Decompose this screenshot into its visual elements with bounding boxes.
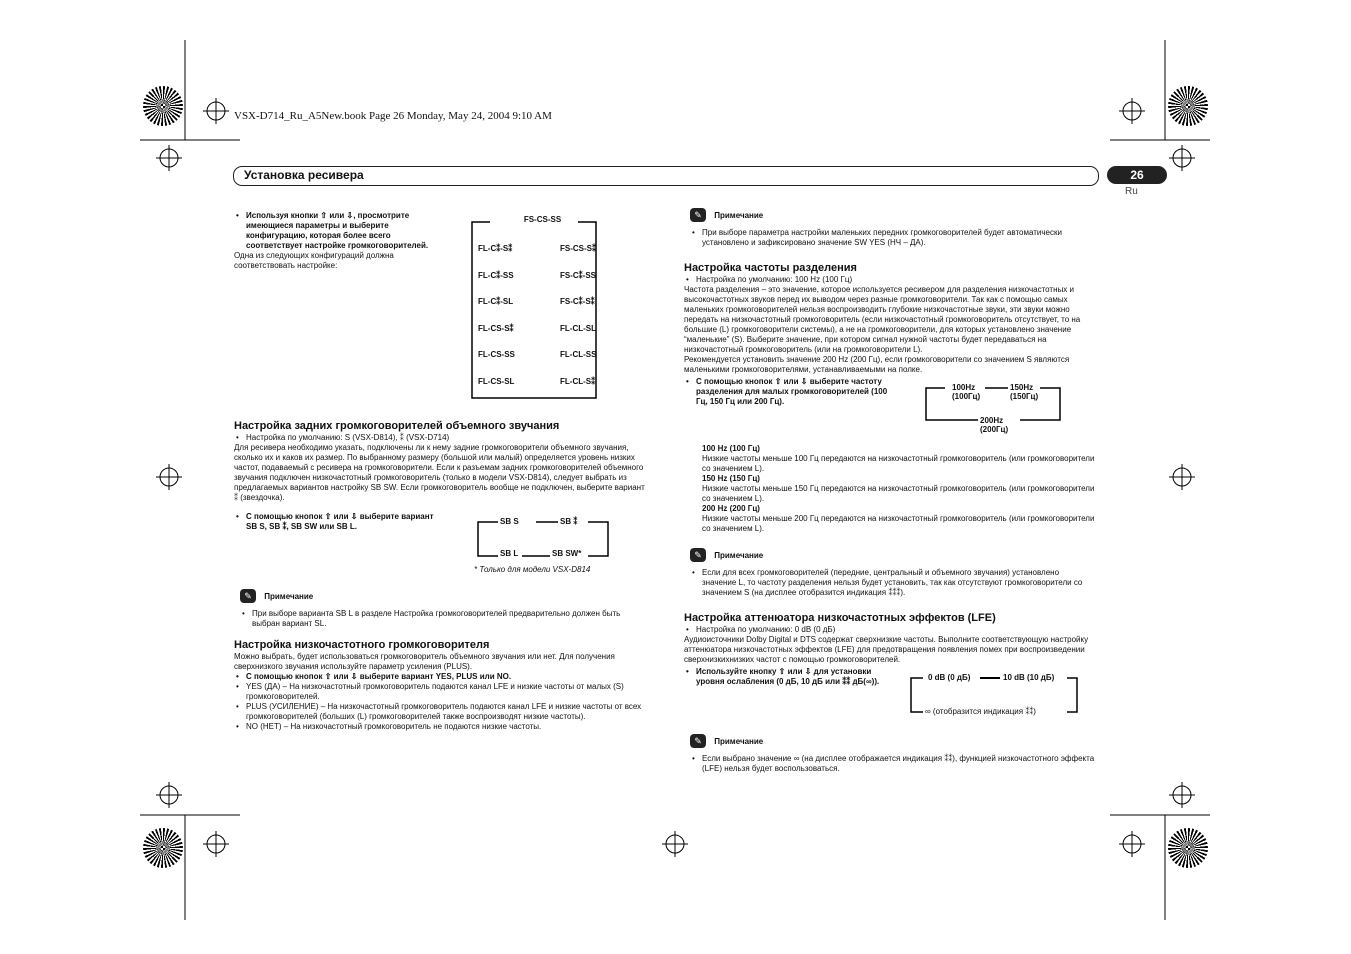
crossover-label: (200Гц): [980, 425, 1009, 434]
crossover-bullet: • С помощью кнопок ⇧ или ⇩ выберите частоту разделения для малых громкоговорителей (100 Гц, 150 Гц или 200 Гц).: [684, 377, 889, 407]
note1-text: • При выборе варианта SB L в разделе Настройка громкоговорителей предварительно должен быть выбран вариант SL.: [240, 609, 640, 629]
note2: [690, 208, 1095, 248]
sb-option: SB SW*: [552, 549, 582, 558]
config-left-item: FL-C⁑-S⁑: [478, 244, 513, 253]
note2-text: • При выборе параметра настройки маленьких передних громкоговорителей будет автоматически установлено и зафиксировано значение SW YES (НЧ – ДА).: [690, 228, 1095, 248]
intro-bullet: • Используя кнопки ⇧ или ⇩, просмотрите имеющиеся параметры и выберите конфигурацию, которая более всего соответствует настройке громкоговорителей.: [234, 211, 439, 251]
config-right-column: [560, 236, 612, 396]
config-left-column: [478, 236, 530, 396]
note-label: Примечание: [714, 736, 764, 746]
subwoofer-text: Можно выбрать, будет использоваться громкоговоритель объемного звучания или нет. Для получения сверхнизкого звучания используйте параметр усиления (PLUS).: [234, 652, 615, 671]
language-tag: Ru: [1125, 186, 1138, 197]
crossover-option-text: Низкие частоты меньше 150 Гц передаются на низкочастотный громкоговоритель (или громкоговорители со значением L).: [702, 484, 1095, 503]
section-title: Установка ресивера: [244, 168, 364, 182]
page-number: 26: [1107, 166, 1167, 184]
config-right-item: FS-C⁑-S⁑: [560, 297, 595, 307]
lfe-instruction: [684, 667, 889, 687]
config-right-item: FL-CL-SS: [560, 350, 597, 360]
config-right-item: FS-C⁑-SS: [560, 270, 596, 280]
crossover-option-text: Низкие частоты меньше 100 Гц передаются на низкочастотный громкоговоритель (или громкоговорители со значением L).: [702, 454, 1095, 473]
book-meta: VSX-D714_Ru_A5New.book Page 26 Monday, May 24, 2004 9:10 AM: [234, 110, 552, 122]
crossover-instruction: [684, 377, 889, 407]
config-top: FS-CS-SS: [523, 215, 562, 224]
crossover-option-title: 200 Hz (200 Гц): [702, 504, 760, 513]
crossover-label: 200Hz: [980, 416, 1004, 425]
note3: [690, 548, 1095, 598]
lfe-bullet: • Используйте кнопку ⇧ или ⇩ для установки уровня ослабления (0 дБ, 10 дБ или ⁑⁑ дБ(∞)).: [684, 667, 889, 687]
crossover-option-title: 100 Hz (100 Гц): [702, 444, 760, 453]
crossover-label: 100Hz: [952, 383, 976, 392]
surround-back-heading: Настройка задних громкоговорителей объемного звучания: [234, 420, 560, 432]
crossover-default: • Настройка по умолчанию: 100 Hz (100 Гц): [684, 275, 1096, 285]
crossover-recommend: Рекомендуется установить значение 200 Hz (200 Гц), если громкоговорители со значением S являются маленькими громкоговорителями, устанавливаемыми на полке.: [684, 355, 1070, 374]
crossover-text: Частота разделения – это значение, которое используется ресивером для разделения низкочастотных и высокочастотных звуков перед их выводом через разные громкоговорители. Так как с помощью самых маленьких громкоговорителей нельзя воспроизводить глубокие низкочастотные звуки, эти звуки можно передать на низкочастотный громкоговоритель (если низкочастотный громкоговоритель отсутствует, то на большие (L) громкоговорители системы), а не на громкоговорители, для которых установлено значение “маленькие” (S). Выберите значение, при котором сигнал нужной частоты будет передаваться на низкочастотный громкоговоритель (или на громкоговорители L).: [684, 285, 1081, 354]
config-left-item: FL-CS-SL: [478, 376, 515, 386]
lfe-text: Аудиоисточники Dolby Digital и DTS содержат сверхнизкие частоты. Выполните соответствующую настройку аттенюатора низкочастотных эффектов (LFE) для предотвращения появления помех при воспроизведении сверхнизкихнизких частот с помощью громкоговорителей.: [684, 635, 1089, 664]
subwoofer-section: [234, 638, 649, 732]
note4-text: • Если выбрано значение ∞ (на дисплее отображается индикация ⁑⁑), функцией низкочастотного эффекта (LFE) нельзя будет воспользоваться.: [690, 754, 1095, 774]
lfe-section: [684, 611, 1096, 665]
subwoofer-item: • PLUS (УСИЛЕНИЕ) – На низкочастотный громкоговоритель подаются канал LFE и низкие частоты от всех громкоговорителей (больших (L) громкоговорителей также воспроизводят низкие частоты).: [234, 702, 649, 722]
config-right-item: FS-CS-S⁑: [560, 244, 596, 253]
config-left-item: FL-CS-SS: [478, 350, 515, 360]
sb-option: SB ⁑: [560, 517, 578, 526]
note-pencil-icon: ✎: [240, 589, 256, 603]
lfe-heading: Настройка аттенюатора низкочастотных эффектов (LFE): [684, 612, 996, 624]
subwoofer-item: • YES (ДА) – На низкочастотный громкоговоритель подаются канал LFE и низкие частоты от малых (S) громкоговорителей.: [234, 682, 649, 702]
config-right-item: FL-CL-SL: [560, 323, 596, 333]
intro-block: [234, 211, 439, 271]
lfe-option: 0 dB (0 дБ): [928, 673, 971, 682]
note-label: Примечание: [264, 591, 314, 601]
crossover-option-150: [1010, 383, 1038, 401]
config-left-item: FL-C⁑-SL: [478, 297, 514, 307]
note-pencil-icon: ✎: [690, 548, 706, 562]
crossover-option-text: Низкие частоты меньше 200 Гц передаются на низкочастотный громкоговоритель (или громкоговорители со значением L).: [702, 514, 1095, 533]
lfe-option: 10 dB (10 дБ): [1003, 673, 1055, 682]
note-pencil-icon: ✎: [690, 734, 706, 748]
intro-text: Одна из следующих конфигураций должна соответствовать настройке:: [234, 251, 394, 270]
surround-back-section: [234, 419, 649, 503]
section-title-bar: [233, 166, 1099, 186]
note4: [690, 734, 1095, 774]
note-label: Примечание: [714, 210, 764, 220]
crossover-option-200: [980, 416, 1008, 434]
sb-diagram-frame: [470, 512, 615, 564]
crossover-heading: Настройка частоты разделения: [684, 262, 857, 274]
crossover-label: 150Hz: [1010, 383, 1034, 392]
surround-back-text: Для ресивера необходимо указать, подключены ли к нему задние громкоговорители объемного звучания, сколько их и каков их размер. По выбранному размеру (большой или малый) определяется уровень низких частот, подаваемый с ресивера на громкоговорители. Если к разъемам задних громкоговорителей объемного звучания подключен низкочастотный громкоговоритель (только в модели VSX-D814), следует выбрать из предлагаемых вариантов настройку SB SW. Если громкоговоритель вообще не подключен, выберите вариант ⁑ (звездочка).: [234, 443, 645, 502]
surround-back-default: • Настройка по умолчанию: S (VSX-D814), ⁑ (VSX-D714): [234, 433, 649, 443]
crossover-label: (100Гц): [952, 392, 981, 401]
sb-option: SB L: [500, 549, 519, 558]
crossover-label: (150Гц): [1010, 392, 1039, 401]
subwoofer-item: • NO (НЕТ) – На низкочастотный громкоговоритель не подаются низкие частоты.: [234, 722, 649, 732]
note-label: Примечание: [714, 550, 764, 560]
subwoofer-bullet: • С помощью кнопок ⇧ или ⇩ выберите вариант YES, PLUS или NO.: [234, 672, 649, 682]
crossover-option-title: 150 Hz (150 Гц): [702, 474, 760, 483]
crossover-options: [702, 444, 1097, 534]
sb-footnote: * Только для модели VSX-D814: [474, 565, 591, 574]
note-pencil-icon: ✎: [690, 208, 706, 222]
surround-back-instruction: [234, 512, 434, 532]
sb-option: SB S: [500, 517, 519, 526]
config-left-item: FL-CS-S⁑: [478, 323, 514, 333]
lfe-default: • Настройка по умолчанию: 0 dB (0 дБ): [684, 625, 1096, 635]
surround-back-bullet: • С помощью кнопок ⇧ или ⇩ выберите вариант SB S, SB ⁑, SB SW или SB L.: [234, 512, 434, 532]
lfe-option: ∞ (отобразится индикация ⁑⁑): [925, 707, 1036, 716]
subwoofer-heading: Настройка низкочастотного громкоговорителя: [234, 639, 490, 651]
crossover-section: [684, 261, 1096, 375]
note3-text: • Если для всех громкоговорителей (передние, центральный и объемного звучания) установлено значение L, то частоту разделения нельзя будет установить, так как отсутствуют громкоговорители со значением S (на дисплее отобразится индикация ⁑⁑⁑).: [690, 568, 1095, 598]
note1: [240, 589, 640, 629]
config-right-item: FL-CL-S⁑: [560, 376, 596, 386]
config-left-item: FL-C⁑-SS: [478, 270, 514, 280]
crossover-option-100: [952, 383, 980, 401]
